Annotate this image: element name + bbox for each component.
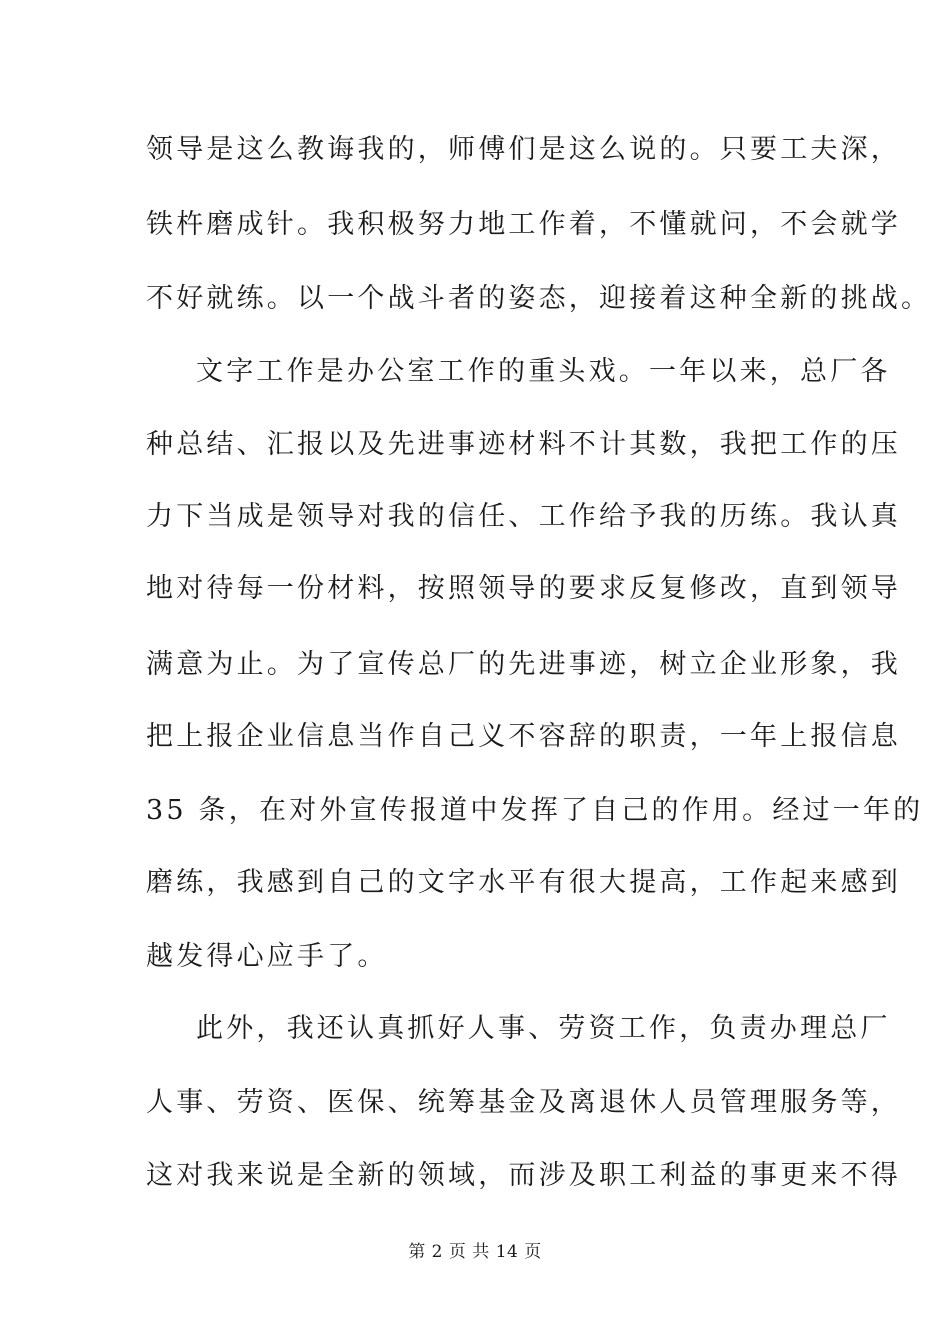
text-line-9: 把上报企业信息当作自己义不容辞的职责，一年上报信息 [146,721,901,752]
text-line-6: 力下当成是领导对我的信任、工作给予我的历练。我认真 [146,501,901,532]
text-line-4: 文字工作是办公室工作的重头戏。一年以来，总厂各 [196,356,891,387]
text-line-14: 人事、劳资、医保、统筹基金及离退休人员管理服务等， [146,1087,901,1118]
text-line-13: 此外，我还认真抓好人事、劳资工作，负责办理总厂 [196,1013,891,1044]
text-line-3: 不好就练。以一个战斗者的姿态，迎接着这种全新的挑战。 [146,283,932,314]
text-line-15: 这对我来说是全新的领域，而涉及职工利益的事更来不得 [146,1160,901,1191]
text-line-8: 满意为止。为了宣传总厂的先进事迹，树立企业形象，我 [146,649,901,680]
text-line-10: 35 条，在对外宣传报道中发挥了自己的作用。经过一年的 [146,795,924,826]
text-line-11: 磨练，我感到自己的文字水平有很大提高，工作起来感到 [146,867,901,898]
text-line-5: 种总结、汇报以及先进事迹材料不计其数，我把工作的压 [146,429,901,460]
page-number-footer: 第 2 页 共 14 页 [408,1242,542,1262]
text-line-12: 越发得心应手了。 [146,941,388,972]
text-line-7: 地对待每一份材料，按照领导的要求反复修改，直到领导 [146,573,901,604]
text-line-1: 领导是这么教诲我的，师傅们是这么说的。只要工夫深， [146,134,901,165]
text-line-2: 铁杵磨成针。我积极努力地工作着，不懂就问，不会就学 [146,209,901,240]
